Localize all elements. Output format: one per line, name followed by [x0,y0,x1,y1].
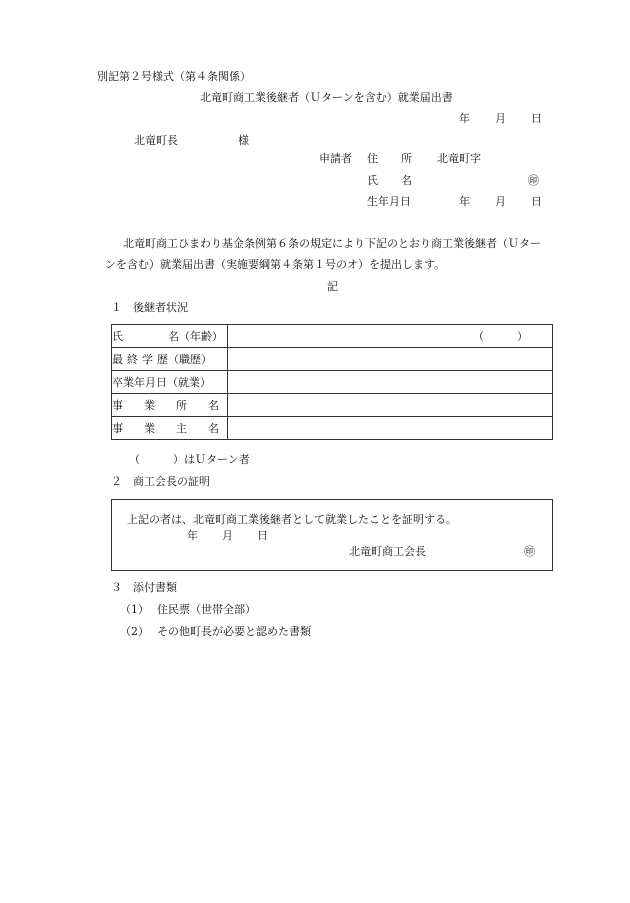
certification-signer: 北竜町商工会長 [349,545,426,558]
certification-year-label: 年 [187,529,198,542]
name-age-value-cell[interactable] [228,325,553,348]
row-label-graduation [112,371,228,394]
label-part: 名（年齢） [168,329,223,343]
uturn-note: （ ）はＵターン者 [129,453,250,466]
table-row [112,371,553,394]
table-row [112,348,553,371]
addressee-honorific: 様 [238,134,249,147]
label-part: 主 [176,421,187,435]
address-value: 北竜町字 [437,152,481,165]
label-part: 最 [112,352,123,366]
certification-month-label: 月 [222,529,233,542]
certification-box [111,499,553,571]
name-label-1: 氏 [367,174,378,187]
label-part: 所 [176,398,187,412]
section1-heading: １ 後継者状況 [111,301,188,314]
business-owner-value-cell[interactable] [228,417,553,440]
addressee-name: 北竜町長 [134,134,178,147]
applicant-seal: ㊞ [528,174,539,187]
graduation-value-cell[interactable] [228,371,553,394]
attachment-item-2-number: （2） [120,625,149,638]
ki-heading: 記 [327,280,338,293]
attachment-item-1-text: 住民票（世帯全部） [157,603,256,616]
body-text-line-2: ンを含む）就業届出書（実施要綱第４条第１号のオ）を提出します。 [105,258,446,271]
age-bracket: （ ） [473,329,528,343]
label-part: 歴 [157,352,168,366]
table-row [112,394,553,417]
label-part: 終 [127,352,138,366]
body-text-line-1: 北竜町商工ひまわり基金条例第６条の規定により下記のとおり商工業後継者（Ｕター [123,237,541,250]
form-label: 別記第２号様式（第４条関係） [97,70,251,83]
attachment-item-1-number: （1） [120,603,149,616]
row-label-business-owner [112,417,228,440]
birth-year-label: 年 [459,195,470,208]
document-title: 北竜町商工業後継者（Ｕターンを含む）就業届出書 [200,91,453,104]
label-part: 業 [144,398,155,412]
label-part: 学 [142,352,153,366]
section3-heading: ３ 添付書類 [111,581,177,594]
address-label-2: 所 [401,152,412,165]
row-label-name-age [112,325,228,348]
birth-month-label: 月 [495,195,506,208]
label-part: （職歴） [168,352,212,366]
birthdate-label: 生年月日 [367,195,411,208]
date-day-label: 日 [531,112,542,125]
applicant-label: 申請者 [319,152,352,165]
label-part: 卒業年月日（就業） [112,375,211,389]
certification-seal: ㊞ [524,545,535,558]
label-part: 名 [208,421,219,435]
label-part: 事 [112,398,123,412]
birth-day-label: 日 [531,195,542,208]
row-label-education [112,348,228,371]
address-label-1: 住 [367,152,378,165]
name-label-2: 名 [401,174,412,187]
section2-heading: ２ 商工会長の証明 [111,475,210,488]
table-row [112,417,553,440]
certification-statement: 上記の者は、北竜町商工業後継者として就業したことを証明する。 [127,513,457,526]
date-month-label: 月 [495,112,506,125]
label-part: 事 [112,421,123,435]
certification-day-label: 日 [257,529,268,542]
row-label-business-office [112,394,228,417]
successor-status-table [111,324,553,440]
label-part: 業 [144,421,155,435]
business-office-value-cell[interactable] [228,394,553,417]
date-year-label: 年 [459,112,470,125]
label-part: 名 [208,398,219,412]
table-row [112,325,553,348]
label-part: 氏 [112,329,123,343]
attachment-item-2-text: その他町長が必要と認めた書類 [157,625,311,638]
education-value-cell[interactable] [228,348,553,371]
